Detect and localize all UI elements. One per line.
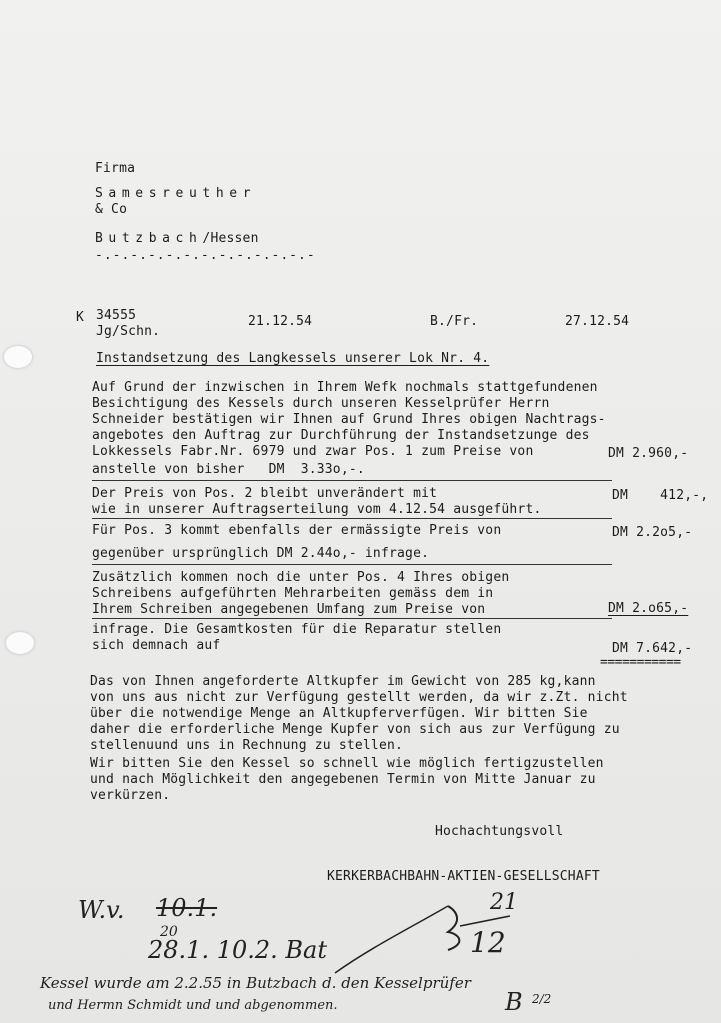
closing-phrase: Hochachtungsvoll <box>435 824 564 839</box>
ref-date-2: 27.12.54 <box>565 314 630 329</box>
body-line: Zusätzlich kommen noch die unter Pos. 4 Ihres obigen <box>92 570 510 585</box>
address-dashes: -.-.-.-.-.-.-.-.-.-.-.-.- <box>95 248 316 263</box>
address-city-line <box>95 231 259 246</box>
signature-scribble <box>330 888 520 978</box>
address-state: /Hessen <box>202 231 259 246</box>
handwritten-note: Kessel wurde am 2.2.55 in Butzbach d. den Kesselprüfer <box>40 974 471 992</box>
handwritten-note: und Hermn Schmidt und und abgenommen. <box>48 998 338 1013</box>
amount-pos1: DM 2.960,- <box>608 446 689 461</box>
ref-initials: B./Fr. <box>430 314 479 329</box>
body-line: infrage. Die Gesamtkosten für die Reparatur stellen <box>92 622 502 637</box>
body-line: über die notwendige Menge an Altkupferverfügen. Wir bitten Sie <box>90 706 588 721</box>
body-line: Schreibens aufgeführten Mehrarbeiten gemäss dem in <box>92 586 494 601</box>
divider <box>92 564 612 565</box>
body-line: verkürzen. <box>90 788 171 803</box>
body-line: Wir bitten Sie den Kessel so schnell wie möglich fertigzustellen <box>90 756 604 771</box>
address-firma: Firma <box>95 161 136 176</box>
amount-pos3: DM 2.2o5,- <box>612 525 693 540</box>
amount-pos4: DM 2.o65,- <box>608 601 689 616</box>
body-line: Lokkessels Fabr.Nr. 6979 und zwar Pos. 1 zum Preise von <box>92 444 534 459</box>
amount-total: DM 7.642,- <box>612 641 693 656</box>
body-line: Der Preis von Pos. 2 bleibt unverändert mit <box>92 486 438 501</box>
handwritten-date: 28.1. 10.2. Bat <box>148 936 327 964</box>
body-line: wie in unserer Auftragserteilung vom 4.12.54 ausgeführt. <box>92 502 542 517</box>
body-line: daher die erforderliche Menge Kupfer von sich aus zur Verfügung zu <box>90 722 620 737</box>
body-line: Für Pos. 3 kommt ebenfalls der ermässigte Preis von <box>92 523 502 538</box>
handwritten-wv: W.v. <box>78 896 125 924</box>
company-signature: KERKERBACHBAHN-AKTIEN-GESELLSCHAFT <box>327 869 600 884</box>
body-line: und nach Möglichkeit den angegebenen Termin von Mitte Januar zu <box>90 772 596 787</box>
subject-line: Instandsetzung des Langkessels unserer Lok Nr. 4. <box>96 351 490 366</box>
punch-hole <box>6 632 34 654</box>
body-line: Das von Ihnen angeforderte Altkupfer im Gewicht von 285 kg,kann <box>90 674 596 689</box>
body-line: sich demnach auf <box>92 638 221 653</box>
handwritten-number: 21 <box>490 890 518 915</box>
divider <box>92 480 612 481</box>
address-city: Butzbach <box>95 231 203 246</box>
ref-sign: Jg/Schn. <box>96 324 161 339</box>
divider <box>92 618 612 619</box>
divider <box>92 518 612 519</box>
address-company: Samesreuther <box>95 186 257 201</box>
punch-hole <box>4 346 32 368</box>
body-line: Auf Grund der inzwischen in Ihrem Wefk nochmals stattgefundenen <box>92 380 598 395</box>
body-line: stellenuund uns in Rechnung zu stellen. <box>90 738 404 753</box>
total-double-rule: =========== <box>600 655 681 670</box>
body-line: Ihrem Schreiben angegebenen Umfang zum Preise von <box>92 602 486 617</box>
handwritten-date: 10.1. <box>156 894 218 922</box>
body-line: gegenüber ursprünglich DM 2.44o,- infrage. <box>92 546 430 561</box>
body-line: von uns aus nicht zur Verfügung gestellt werden, da wir z.Zt. nicht <box>90 690 628 705</box>
handwritten-number: 12 <box>470 926 506 959</box>
amount-pos2: DM 412,-, <box>612 488 709 503</box>
handwritten-fraction: 2/2 <box>532 992 552 1006</box>
body-line-previous-price: anstelle von bisher DM 3.33o,-. <box>92 462 365 477</box>
body-line: angebotes den Auftrag zur Durchführung der Instandsetzunge des <box>92 428 590 443</box>
ref-number: 34555 <box>96 308 137 323</box>
handwritten-initial: B <box>505 988 523 1016</box>
body-line: Schneider bestätigen wir Ihnen auf Grund Ihres obigen Nachtrags- <box>92 412 606 427</box>
address-co: & Co <box>95 202 128 217</box>
handwritten-date: 20 <box>160 924 178 940</box>
ref-date-1: 21.12.54 <box>248 314 313 329</box>
body-line: Besichtigung des Kessels durch unseren Kesselprüfer Herrn <box>92 396 550 411</box>
ref-k-label: K <box>76 310 85 325</box>
